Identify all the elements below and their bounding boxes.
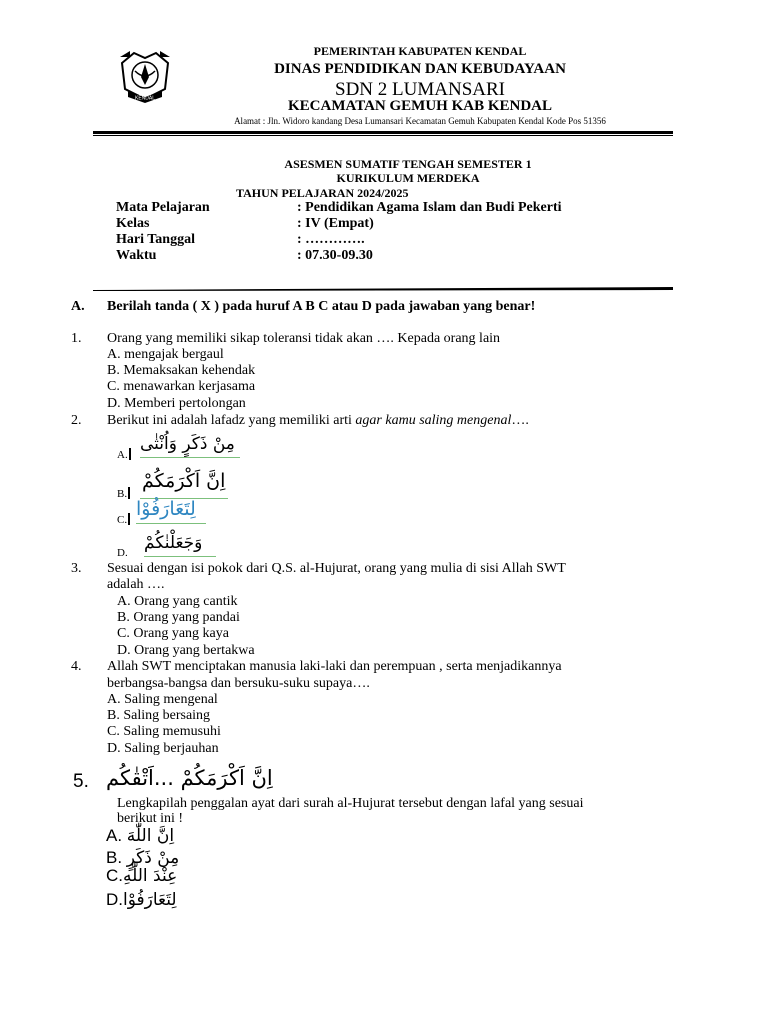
question-5-text-line2: berikut ini ! [117, 811, 184, 826]
curriculum-title: KURIKULUM MERDEKA [336, 171, 480, 185]
question-2-text: Berikut ini adalah lafadz yang memiliki arti agar kamu saling mengenal…. [107, 413, 529, 428]
section-letter: A. [71, 299, 85, 314]
question-5-arabic: اِنَّ اَكْرَمَكُمْ ...اَتْقٰكُم [106, 766, 273, 790]
academic-year: TAHUN PELAJARAN 2024/2025 [236, 186, 409, 200]
letterhead-divider [93, 131, 673, 134]
q3-option-c[interactable]: C. Orang yang kaya [117, 626, 229, 641]
question-1-text: Orang yang memiliki sikap toleransi tidak akan …. Kepada orang lain [107, 331, 501, 346]
info-value-subject: : Pendidikan Agama Islam dan Budi Pekerti [297, 200, 562, 215]
q2-option-b[interactable]: B. [117, 487, 130, 500]
q1-option-c[interactable]: C. menawarkan kerjasama [107, 379, 256, 394]
letterhead-school-name: SDN 2 LUMANSARI [335, 79, 505, 100]
q2-option-a[interactable]: A. [117, 448, 131, 461]
q2-option-d-underline [144, 556, 216, 557]
svg-text:KENDAL: KENDAL [134, 95, 156, 102]
q2-option-b-arabic: اِنَّ اَكْرَمَكُمْ [142, 470, 226, 492]
info-label-date: Hari Tanggal [116, 232, 195, 247]
q2-option-a-underline [140, 457, 240, 458]
question-4-text-line2: berbangsa-bangsa dan bersuku-suku supaya…. [107, 676, 370, 691]
q1-option-b[interactable]: B. Memaksakan kehendak [107, 363, 256, 378]
info-label-subject: Mata Pelajaran [116, 200, 210, 215]
question-number: 3. [71, 561, 82, 576]
question-number: 1. [71, 331, 82, 346]
exam-title: ASESMEN SUMATIF TENGAH SEMESTER 1 [284, 157, 532, 171]
q2-option-c-underline [136, 523, 206, 524]
question-number: 2. [71, 413, 82, 428]
letterhead-divider-thin [93, 135, 673, 136]
letterhead-address: Alamat : Jln. Widoro kandang Desa Lumansari Kecamatan Gemuh Kabupaten Kendal Kode Pos 51356 [234, 116, 606, 126]
letterhead-district: KECAMATAN GEMUH KAB KENDAL [287, 98, 553, 114]
letterhead-department: DINAS PENDIDIKAN DAN KEBUDAYAAN [274, 61, 566, 77]
q1-option-a[interactable]: A. mengajak bergaul [107, 347, 224, 362]
letterhead-government: PEMERINTAH KABUPATEN KENDAL [313, 44, 527, 58]
q3-option-b[interactable]: B. Orang yang pandai [117, 610, 240, 625]
info-divider [93, 278, 673, 282]
q3-option-a[interactable]: A. Orang yang cantik [117, 594, 238, 609]
question-number: 5. [73, 771, 89, 792]
info-value-date: : …………. [297, 232, 365, 247]
q4-option-b[interactable]: B. Saling bersaing [107, 708, 211, 723]
info-value-time: : 07.30-09.30 [297, 248, 373, 263]
q5-option-c[interactable]: C.عِنْدَ اللّٰهِ [106, 866, 178, 886]
q2-option-d-arabic: وَجَعَلْنٰكُمْ [144, 533, 203, 553]
q4-option-d[interactable]: D. Saling berjauhan [107, 741, 219, 756]
q5-option-b[interactable]: B. مِنْ ذَكَرٍ [106, 848, 180, 868]
q2-option-c[interactable]: C. [117, 513, 130, 526]
question-4-text-line1: Allah SWT menciptakan manusia laki-laki dan perempuan , serta menjadikannya [107, 659, 562, 674]
q3-option-d[interactable]: D. Orang yang bertakwa [117, 643, 255, 658]
info-label-class: Kelas [116, 216, 150, 231]
q4-option-a[interactable]: A. Saling mengenal [107, 692, 218, 707]
q1-option-d[interactable]: D. Memberi pertolongan [107, 396, 246, 411]
q2-option-c-arabic: لِتَعَارَفُوْا [136, 498, 196, 520]
question-3-text-line1: Sesuai dengan isi pokok dari Q.S. al-Hujurat, orang yang mulia di sisi Allah SWT [107, 561, 566, 576]
q5-option-d[interactable]: D.لِتَعَارَفُوْا [106, 890, 177, 910]
q5-option-a[interactable]: A. اِنَّ اللّٰهَ [106, 826, 175, 846]
info-value-class: : IV (Empat) [297, 216, 374, 231]
q4-option-c[interactable]: C. Saling memusuhi [107, 724, 221, 739]
question-3-text-line2: adalah …. [107, 577, 165, 592]
question-5-text-line1: Lengkapilah penggalan ayat dari surah al-Hujurat tersebut dengan lafal yang sesuai [117, 796, 584, 811]
question-number: 4. [71, 659, 82, 674]
info-label-time: Waktu [116, 248, 157, 263]
section-instruction: Berilah tanda ( X ) pada huruf A B C atau D pada jawaban yang benar! [107, 299, 536, 314]
q2-option-d[interactable]: D. [117, 547, 128, 559]
q2-option-a-arabic: مِنْ ذَكَرٍ وَاُنْثٰى [140, 434, 235, 454]
